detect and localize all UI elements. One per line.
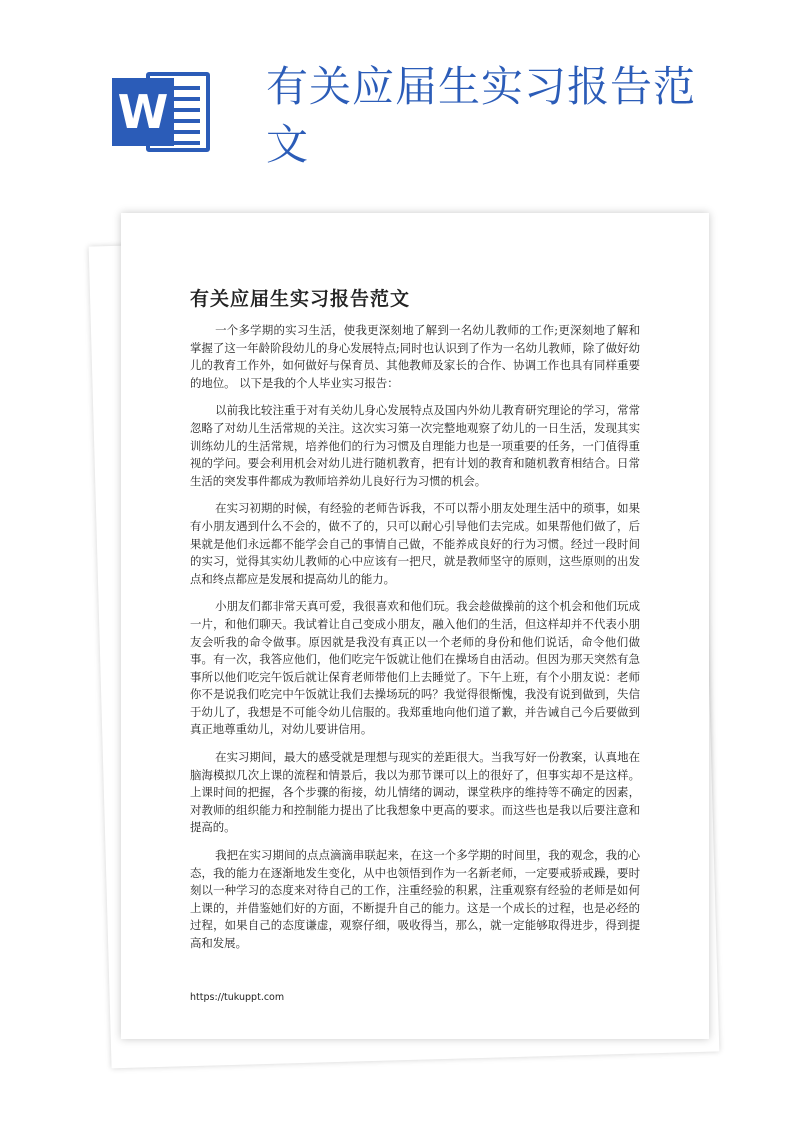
paragraph: 在实习期间，最大的感受就是理想与现实的差距很大。当我写好一份教案，认真地在脑海模拟几次上课的流程和情景后，我以为那节课可以上的很好了，但事实却不是这样。上课时间的把握，各个步骤的衔接，幼儿情绪的调动，课堂秩序的维持等不确定的因素，对教师的组织能力和控制能力提出了比我想象中更高的要求。而这些也是我以后要注意和提高的。 [190,750,640,835]
page-title: 有关应届生实习报告范文 [266,62,697,169]
paragraph: 以前我比较注重于对有关幼儿身心发展特点及国内外幼儿教育研究理论的学习，常常忽略了对幼儿生活常规的关注。这次实习第一次完整地观察了幼儿的一日生活，发现其实训练幼儿的生活常规，培养他们的行为习惯及自理能力也是一项重要的任务，一门值得重视的学问。要会利用机会对幼儿进行随机教育，把有计划的教育和随机教育相结合。日常生活的突发事件都成为教师培养幼儿良好行为习惯的机会。 [190,403,640,488]
word-icon-badge [112,78,174,146]
document-title: 有关应届生实习报告范文 [190,288,411,310]
paragraph: 小朋友们都非常天真可爱，我很喜欢和他们玩。我会趁做操前的这个机会和他们玩成一片，和他们聊天。我试着让自己变成小朋友，融入他们的生活，但这样却并不代表小朋友会听我的命令做事。原因就是我没有真正以一个老师的身份和他们说话，命令他们做事。有一次，我答应他们，他们吃完午饭就让他们在操场自由活动。但因为那天突然有急事所以他们吃完午饭后就让保育老师带他们上去睡觉了。下午上班，有个小朋友说：老师你不是说我们吃完中午饭就让我们去操场玩的吗？我觉得很惭愧，我没有说到做到，失信于幼儿了，我想是不可能令幼儿信服的。我郑重地向他们道了歉，并告诫自己今后要做到真正地尊重幼儿，对幼儿要讲信用。 [190,599,640,737]
paragraph: 一个多学期的实习生活，使我更深刻地了解到一名幼儿教师的工作;更深刻地了解和掌握了这一年龄阶段幼儿的身心发展特点;同时也认识到了作为一名幼儿教师，除了做好幼儿的教育工作外，如何做好与保育员、其他教师及家长的合作、协调工作也具有同样重要的地位。 以下是我的个人毕业实习报告： [190,323,640,390]
word-document-icon [112,68,214,156]
paragraph: 在实习初期的时候，有经验的老师告诉我，不可以帮小朋友处理生活中的琐事，如果有小朋友遇到什么不会的，做不了的，只可以耐心引导他们去完成。如果帮他们做了，后果就是他们永远都不能学会自己的事情自己做，不能养成良好的行为习惯。经过一段时间的实习，觉得其实幼儿教师的心中应该有一把尺，就是教师坚守的原则，这些原则的出发点和终点都应是发展和提高幼儿的能力。 [190,501,640,586]
footer-url: https://tukuppt.com [190,992,285,1003]
word-icon-letter: W [117,85,169,139]
paragraph: 我把在实习期间的点点滴滴串联起来，在这一个多学期的时间里，我的观念，我的心态，我的能力在逐渐地发生变化，从中也领悟到作为一名新老师，一定要戒骄戒躁，要时刻以一种学习的态度来对待自己的工作，注重经验的积累，注重观察有经验的老师是如何上课的，并借鉴她们好的方面，不断提升自己的能力。这是一个成长的过程，也是必经的过程，如果自己的态度谦虚，观察仔细，吸收得当，那么，就一定能够取得进步，得到提高和发展。 [190,848,640,950]
document-body [190,322,640,963]
header [0,0,800,200]
